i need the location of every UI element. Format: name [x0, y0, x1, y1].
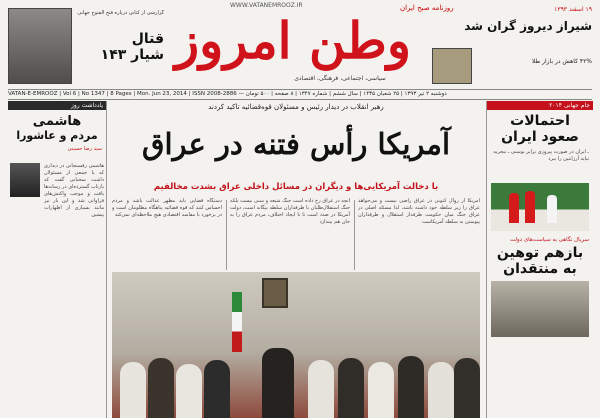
person [204, 360, 230, 418]
left-column-title: هاشمی [32, 114, 82, 129]
right-column [486, 101, 593, 418]
teaser-right-headline: شیراز دیروز گران شد [464, 19, 592, 33]
masthead-tagline: روزنامه صبح ایران [400, 4, 454, 12]
teaser-right-sub: ۴۲% کاهش در بازار طلا [531, 58, 592, 65]
teaser-left-caption: گزارشی از کتابی درباره فتح الفتوح جهانی [77, 10, 164, 16]
right-column-headline-2: صعود ایران [501, 129, 579, 145]
lead-body-col-2: آنچه در عراق رخ داده است جنگ شیعه و سنی نیست بلکه جنگ استقلال‌طلبان با طرفداران سلطه بیگانه است، دولت آمریکا در صدد است تا با ایجاد اختلاف، مردم عراق را به جان هم بیندازد [230, 198, 350, 225]
person [120, 362, 146, 418]
right-column-lower-headline-2: به منتقدان [503, 261, 577, 277]
teaser-left [72, 10, 164, 63]
portrait-frame [262, 278, 288, 308]
dateline: VATAN-E-EMROOZ | Vol 6 | No 1347 | 8 Pages | Mon. Jun 23, 2014 | ISSN 2008-2886 — دوشنبه ۲ تیر ۱۳۹۳ | ۲۵ شعبان ۱۴۳۵ | سال ششم | شماره ۱۳۴۷ | ۸ صفحه | ۵۰۰ تومان [8, 89, 592, 100]
left-column [8, 101, 107, 418]
left-column-author: سید رضا حسینی [67, 146, 102, 152]
masthead-subtitle: سیاسی، اجتماعی، فرهنگی، اقتصادی [294, 75, 386, 82]
lead-headline: آمریکا رأس فتنه در عراق [141, 127, 451, 161]
person [368, 362, 394, 418]
person [454, 358, 480, 418]
lower-photo [491, 281, 589, 337]
teaser-right [430, 6, 592, 33]
author-photo [10, 163, 40, 197]
player [525, 191, 535, 223]
right-column-lower-headline: بازهم توهین [496, 245, 584, 261]
left-column-label: یادداشت روز [8, 101, 106, 110]
person [148, 358, 174, 418]
right-column-lower-kicker: سریال نگاهی به سیاست‌های دولت [509, 237, 589, 243]
lead-kicker: رهبر انقلاب در دیدار رئیس و مسئولان قوه‌قضائیه تاکید کردند [208, 103, 384, 111]
right-column-label: جام جهانی ۲۰۱۴ [487, 101, 593, 110]
teaser-photo-left [8, 8, 72, 84]
person [176, 364, 202, 418]
person [262, 348, 294, 418]
lead-body-col-1: آمریکا از روال کنونی در عراق راضی نیست و می‌خواهد عراق را زیر سلطه خود داشته باشد، لذا مسئله اصلی در عراق جنگ میان حکومت طرفدار استقلال و طرفداران پیوستن به سلطه آمریکاست [358, 198, 480, 225]
right-column-headline: احتمالات [510, 113, 570, 129]
lead-photo [112, 272, 480, 418]
masthead-logo: وطن امروز [175, 11, 411, 70]
left-column-body: هاشمی رفسنجانی در دیداری که با جمعی از مسئولان داشت سخنانی گفت که بازتاب گسترده‌ای در رسانه‌ها یافت و موجب واکنش‌های فراوانی شد و این بار نیز مانند بسیاری از اظهارات پیشین [44, 163, 104, 218]
flag [232, 292, 242, 352]
teaser-left-headline: قتال [131, 31, 164, 47]
player [509, 193, 519, 223]
column-rule [226, 200, 227, 270]
teaser-photo-right [432, 48, 472, 84]
lead-body-col-3: دستگاه قضایی باید مظهر عدالت باشد و مردم احساس کنند که قوه قضائیه پناهگاه مظلومان است و در برخورد با مفاسد اقتصادی هیچ ملاحظه‌ای نمی‌کند [112, 198, 222, 218]
teaser-left-headline-2: شیار ۱۴۳ [100, 47, 164, 63]
person [398, 356, 424, 418]
site-url: WWW.VATANEMROOZ.IR [230, 2, 303, 9]
column-rule [354, 200, 355, 270]
right-column-bullets: ـ ایران در صورت پیروزی برابر بوسنی ـ نیجریه نباید آرژانتین را ببرد [493, 149, 589, 162]
football-photo [491, 183, 589, 231]
player [547, 195, 557, 223]
teaser-right-kicker: ۱۹ اسفند ۱۳۹۳ [554, 6, 592, 13]
person [308, 360, 334, 418]
person [338, 358, 364, 418]
lead-subheadline: با دخالت آمریکایی‌ها و دیگران در مسائل داخلی عراق بشدت مخالفیم [153, 182, 439, 192]
left-column-title-2: مردم و عاشورا [16, 129, 98, 142]
person [428, 362, 454, 418]
